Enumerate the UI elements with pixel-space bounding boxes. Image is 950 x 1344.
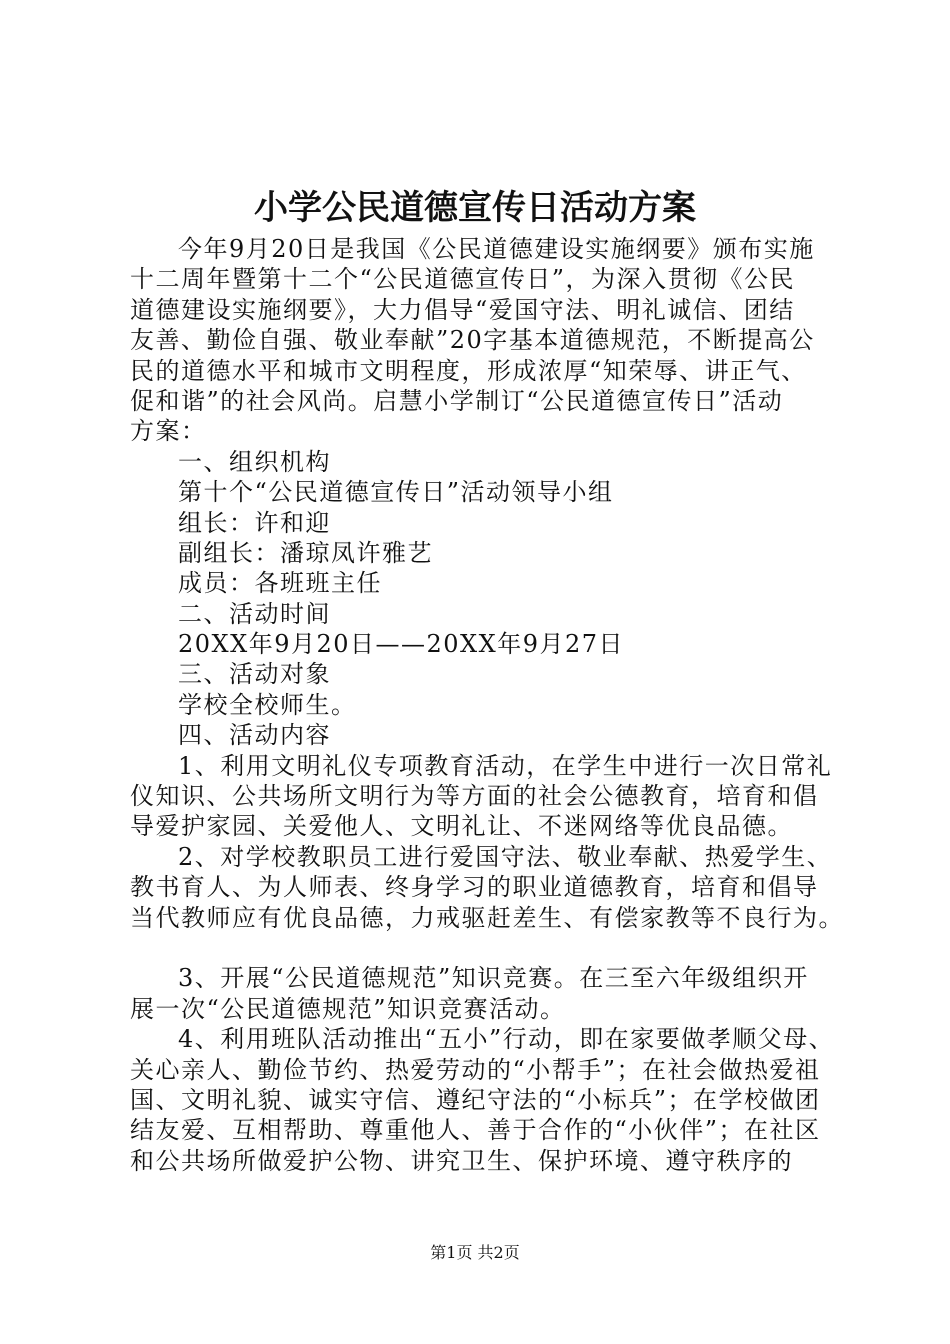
paragraph-line: 副组长：潘琼凤许雅艺 (178, 538, 433, 567)
paragraph-line: 教书育人、为人师表、终身学习的职业道德教育，培育和倡导 (130, 873, 819, 902)
paragraph-line: 和公共场所做爱护公物、讲究卫生、保护环境、遵守秩序的 (130, 1146, 793, 1175)
paragraph-line: 3、开展“公民道德规范”知识竞赛。在三至六年级组织开 (178, 964, 809, 993)
section-heading: 一、组织机构 (178, 447, 331, 476)
paragraph-line: 民的道德水平和城市文明程度，形成浓厚“知荣辱、讲正气、 (130, 356, 807, 385)
paragraph-line: 方案： (130, 417, 207, 446)
document-title: 小学公民道德宣传日活动方案 (254, 188, 696, 228)
paragraph-line: 当代教师应有优良品德，力戒驱赶差生、有偿家教等不良行为。 (130, 903, 844, 932)
paragraph-line: 20XX年9月20日——20XX年9月27日 (178, 630, 625, 659)
section-heading: 四、活动内容 (178, 721, 331, 750)
paragraph-line: 1、利用文明礼仪专项教育活动，在学生中进行一次日常礼 (178, 751, 833, 780)
paragraph-line: 成员：各班班主任 (178, 569, 382, 598)
paragraph-line: 展一次“公民道德规范”知识竞赛活动。 (130, 994, 566, 1023)
paragraph-line: 促和谐”的社会风尚。启慧小学制订“公民道德宣传日”活动 (130, 386, 784, 415)
paragraph-line: 友善、勤俭自强、敬业奉献”20字基本道德规范，不断提高公 (130, 326, 815, 355)
page-number: 第1页 共2页 (430, 1243, 520, 1262)
paragraph-line: 结友爱、互相帮助、尊重他人、善于合作的“小伙伴”；在社区 (130, 1116, 821, 1145)
paragraph-line: 十二周年暨第十二个“公民道德宣传日”，为深入贯彻《公民 (130, 265, 796, 294)
paragraph-line: 组长：许和迎 (178, 508, 331, 537)
paragraph-line: 国、文明礼貌、诚实守信、遵纪守法的“小标兵”；在学校做团 (130, 1085, 821, 1114)
document-body (130, 234, 844, 1176)
section-heading: 三、活动对象 (178, 660, 331, 689)
paragraph-line: 道德建设实施纲要》，大力倡导“爱国守法、明礼诚信、团结 (130, 295, 795, 324)
paragraph-line: 2、对学校教职员工进行爱国守法、敬业奉献、热爱学生、 (178, 842, 833, 871)
paragraph-line: 仪知识、公共场所文明行为等方面的社会公德教育，培育和倡 (130, 782, 819, 811)
paragraph-line: 4、利用班队活动推出“五小”行动，即在家要做孝顺父母、 (178, 1025, 835, 1054)
paragraph-line: 关心亲人、勤俭节约、热爱劳动的“小帮手”；在社会做热爱祖 (130, 1055, 821, 1084)
paragraph-line: 今年9月20日是我国《公民道德建设实施纲要》颁布实施 (178, 235, 815, 263)
paragraph-line: 学校全校师生。 (178, 690, 357, 719)
paragraph-line: 第十个“公民道德宣传日”活动领导小组 (178, 478, 614, 507)
blank-line (130, 933, 830, 963)
section-heading: 二、活动时间 (178, 599, 331, 628)
paragraph-line: 导爱护家园、关爱他人、文明礼让、不迷网络等优良品德。 (130, 812, 793, 841)
